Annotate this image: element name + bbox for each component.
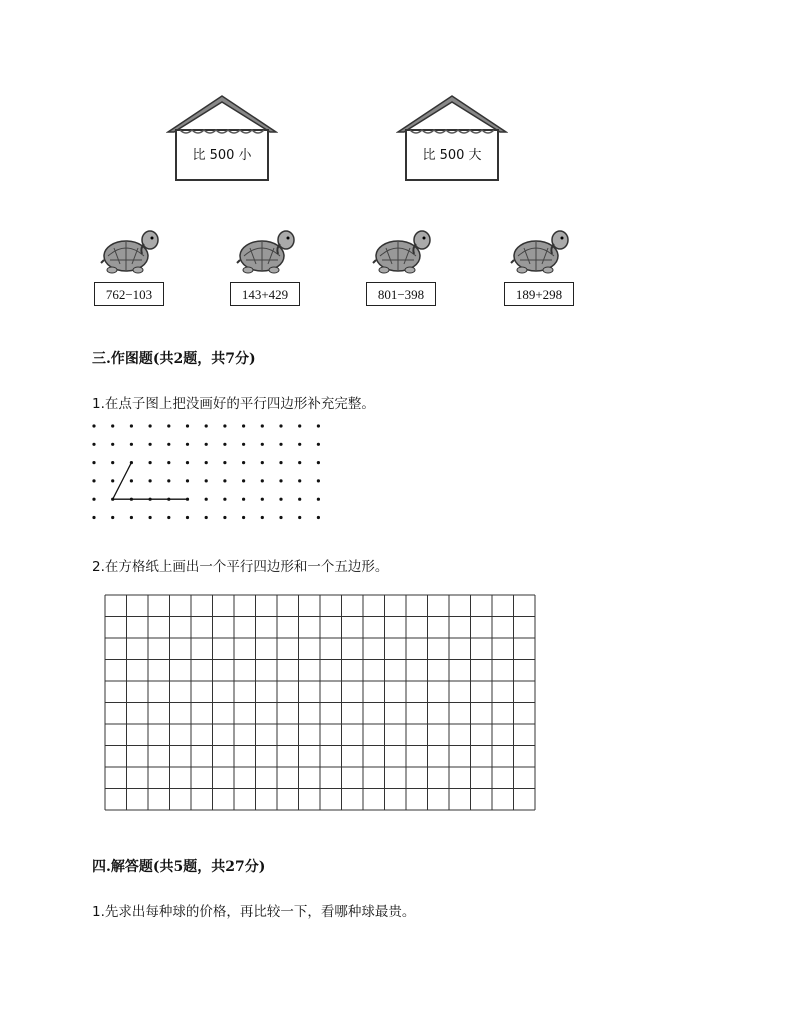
grid-dot[interactable]: [223, 461, 226, 464]
grid-dot[interactable]: [223, 443, 226, 446]
grid-dot[interactable]: [279, 479, 282, 482]
turtle-icon: [236, 226, 296, 276]
grid-dot[interactable]: [242, 461, 245, 464]
grid-dot[interactable]: [130, 516, 133, 519]
grid-dot[interactable]: [205, 479, 208, 482]
question-3-1: 1.在点子图上把没画好的平行四边形补充完整。: [92, 396, 375, 412]
house-icon: [166, 94, 278, 184]
grid-dot[interactable]: [186, 461, 189, 464]
grid-dot[interactable]: [186, 443, 189, 446]
grid-dot[interactable]: [298, 516, 301, 519]
grid-dot[interactable]: [149, 424, 152, 427]
grid-dot[interactable]: [223, 424, 226, 427]
grid-dot[interactable]: [223, 516, 226, 519]
grid-dot[interactable]: [261, 479, 264, 482]
expression-box: 143+429: [230, 282, 300, 306]
grid-dot[interactable]: [167, 443, 170, 446]
grid-dot[interactable]: [92, 498, 95, 501]
dot-grid[interactable]: [86, 418, 326, 528]
grid-dot[interactable]: [279, 461, 282, 464]
grid-dot[interactable]: [242, 498, 245, 501]
turtle-icon: [372, 226, 432, 276]
grid-dot[interactable]: [130, 424, 133, 427]
grid-dot[interactable]: [167, 424, 170, 427]
grid-dot[interactable]: [167, 516, 170, 519]
grid-dot[interactable]: [92, 461, 95, 464]
grid-dot[interactable]: [111, 443, 114, 446]
grid-dot[interactable]: [149, 443, 152, 446]
grid-dot[interactable]: [92, 424, 95, 427]
grid-dot[interactable]: [92, 479, 95, 482]
grid-dot[interactable]: [111, 461, 114, 464]
grid-dot[interactable]: [149, 461, 152, 464]
grid-dot[interactable]: [298, 461, 301, 464]
grid-dot[interactable]: [186, 479, 189, 482]
grid-dot[interactable]: [186, 424, 189, 427]
question-3-2: 2.在方格纸上画出一个平行四边形和一个五边形。: [92, 559, 389, 575]
grid-dot[interactable]: [261, 443, 264, 446]
grid-dot[interactable]: [261, 461, 264, 464]
grid-dot[interactable]: [317, 498, 320, 501]
grid-dot[interactable]: [205, 516, 208, 519]
grid-dot[interactable]: [205, 424, 208, 427]
grid-dot[interactable]: [205, 443, 208, 446]
grid-dot[interactable]: [298, 424, 301, 427]
turtle-icon: [510, 226, 570, 276]
grid-dot[interactable]: [242, 443, 245, 446]
grid-dot[interactable]: [317, 516, 320, 519]
grid-dot[interactable]: [223, 498, 226, 501]
grid-dot[interactable]: [298, 498, 301, 501]
house-label: 比 500 小: [192, 148, 252, 163]
grid-dot[interactable]: [92, 443, 95, 446]
house-label: 比 500 大: [422, 148, 482, 163]
expression-box: 801−398: [366, 282, 436, 306]
grid-dot[interactable]: [167, 461, 170, 464]
grid-dot[interactable]: [317, 479, 320, 482]
grid-dot[interactable]: [279, 443, 282, 446]
grid-dot[interactable]: [205, 498, 208, 501]
grid-dot[interactable]: [298, 443, 301, 446]
grid-dot[interactable]: [149, 516, 152, 519]
grid-dot[interactable]: [279, 424, 282, 427]
grid-dot[interactable]: [317, 461, 320, 464]
grid-dot[interactable]: [205, 461, 208, 464]
grid-dot[interactable]: [242, 424, 245, 427]
grid-dot[interactable]: [298, 479, 301, 482]
grid-dot[interactable]: [223, 479, 226, 482]
house-less-than-500: [166, 94, 278, 184]
section-4-title: 四.解答题(共5题，共27分): [92, 859, 266, 875]
section-3-title: 三.作图题(共2题，共7分): [92, 351, 256, 367]
grid-dot[interactable]: [317, 424, 320, 427]
grid-dot[interactable]: [279, 498, 282, 501]
grid-dot[interactable]: [242, 479, 245, 482]
grid-dot[interactable]: [149, 479, 152, 482]
expression-box: 189+298: [504, 282, 574, 306]
question-4-1: 1.先求出每种球的价格，再比较一下，看哪种球最贵。: [92, 904, 416, 920]
square-grid[interactable]: [104, 594, 536, 814]
grid-dot[interactable]: [242, 516, 245, 519]
grid-dot[interactable]: [261, 498, 264, 501]
grid-dot[interactable]: [279, 516, 282, 519]
grid-dot[interactable]: [261, 516, 264, 519]
grid-dot[interactable]: [111, 479, 114, 482]
expression-box: 762−103: [94, 282, 164, 306]
grid-dot[interactable]: [130, 479, 133, 482]
grid-dot[interactable]: [167, 479, 170, 482]
grid-dot[interactable]: [130, 443, 133, 446]
grid-dot[interactable]: [317, 443, 320, 446]
grid-dot[interactable]: [111, 516, 114, 519]
house-icon: [396, 94, 508, 184]
house-greater-than-500: [396, 94, 508, 184]
grid-dot[interactable]: [186, 516, 189, 519]
grid-dot[interactable]: [111, 424, 114, 427]
grid-dot[interactable]: [261, 424, 264, 427]
turtle-icon: [100, 226, 160, 276]
grid-dot[interactable]: [92, 516, 95, 519]
